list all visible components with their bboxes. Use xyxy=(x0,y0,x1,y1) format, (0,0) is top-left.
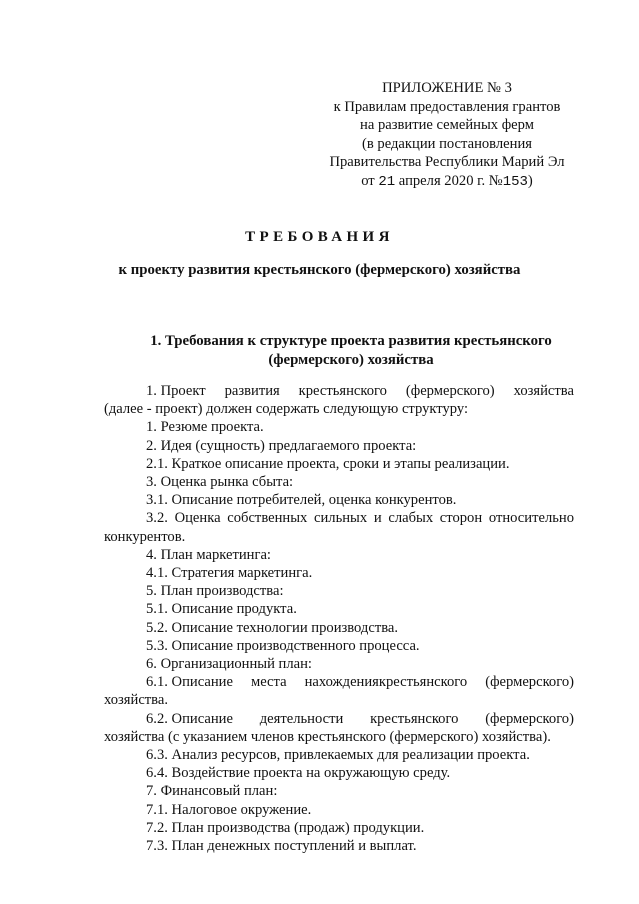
list-item: 6.4. Воздействие проекта на окружающую среду. xyxy=(146,765,451,782)
list-item: 5.1. Описание продукта. xyxy=(146,601,297,618)
section-heading xyxy=(118,332,584,370)
appendix-line: Правительства Республики Марий Эл xyxy=(329,154,565,171)
appendix-line: на развитие семейных ферм xyxy=(360,117,534,134)
list-item: 6. Организационный план: xyxy=(146,656,312,673)
appendix-line: к Правилам предоставления грантов xyxy=(333,98,561,115)
list-item: 7. Финансовый план: xyxy=(146,783,278,800)
list-item-6-2-first-line xyxy=(104,710,574,728)
word: (фермерского) xyxy=(485,674,574,691)
word: 6.2. Описание xyxy=(146,710,233,727)
list-item: 5.3. Описание производственного процесса. xyxy=(146,637,420,654)
decree-number: 153 xyxy=(502,173,528,190)
list-item: 2.1. Краткое описание проекта, сроки и этапы реализации. xyxy=(146,455,510,472)
appendix-date-line xyxy=(318,172,576,192)
list-item: 1. Резюме проекта. xyxy=(146,419,264,436)
appendix-header xyxy=(318,79,576,192)
appendix-number: ПРИЛОЖЕНИЕ № 3 xyxy=(382,80,512,96)
document-title: ТРЕБОВАНИЯ xyxy=(245,229,394,245)
list-item-3-2: 3.2. Оценка собственных сильных и слабых сторон относительно конкурентов. xyxy=(104,510,574,545)
list-item-6-1-first-line xyxy=(104,673,574,691)
date-prefix: от xyxy=(361,172,379,189)
list-item: 7.1. Налоговое окружение. xyxy=(146,801,312,818)
list-item: 3.1. Описание потребителей, оценка конкурентов. xyxy=(146,492,457,509)
date-suffix: ) xyxy=(527,172,533,189)
list-item: 5. План производства: xyxy=(146,583,284,600)
list-item: 3. Оценка рынка сбыта: xyxy=(146,474,294,491)
list-item: 4.1. Стратегия маркетинга. xyxy=(146,565,313,582)
list-item-6-1-continuation: хозяйства. xyxy=(104,692,169,709)
paragraph-1-continuation: (далее - проект) должен содержать следующую структуру: xyxy=(104,401,469,418)
paragraph-1-first-line xyxy=(104,382,574,400)
list-item: 5.2. Описание технологии производства. xyxy=(146,619,399,636)
list-item: 6.3. Анализ ресурсов, привлекаемых для реализации проекта. xyxy=(146,747,530,764)
list-item: 4. План маркетинга: xyxy=(146,546,271,563)
document-subtitle: к проекту развития крестьянского (фермерского) хозяйства xyxy=(118,262,521,278)
section-heading-line: 1. Требования к структуре проекта развития крестьянского xyxy=(150,333,552,349)
list-item: 2. Идея (сущность) предлагаемого проекта: xyxy=(146,437,417,454)
list-item: 7.2. План производства (продаж) продукции. xyxy=(146,819,425,836)
word: 6.1. Описание xyxy=(146,674,233,691)
word: развития xyxy=(224,383,280,399)
appendix-line: (в редакции постановления xyxy=(362,135,532,152)
word: крестьянского xyxy=(298,383,387,399)
word: 1. Проект xyxy=(146,383,206,399)
word: (фермерского) xyxy=(485,710,574,727)
list-item: 7.3. План денежных поступлений и выплат. xyxy=(146,838,417,855)
list-item-6-2-continuation: хозяйства (с указанием членов крестьянского (фермерского) хозяйства). xyxy=(104,728,551,745)
date-day: 21 xyxy=(378,173,396,190)
word: нахождениякрестьянского xyxy=(304,674,468,691)
date-middle: апреля 2020 г. № xyxy=(395,172,503,189)
word: крестьянского xyxy=(370,710,459,727)
word: места xyxy=(250,674,287,691)
document-body xyxy=(104,382,574,855)
section-heading-line: (фермерского) хозяйства xyxy=(268,352,434,368)
word: хозяйства xyxy=(513,383,574,399)
word: (фермерского) xyxy=(405,383,495,399)
word: деятельности xyxy=(259,710,344,727)
